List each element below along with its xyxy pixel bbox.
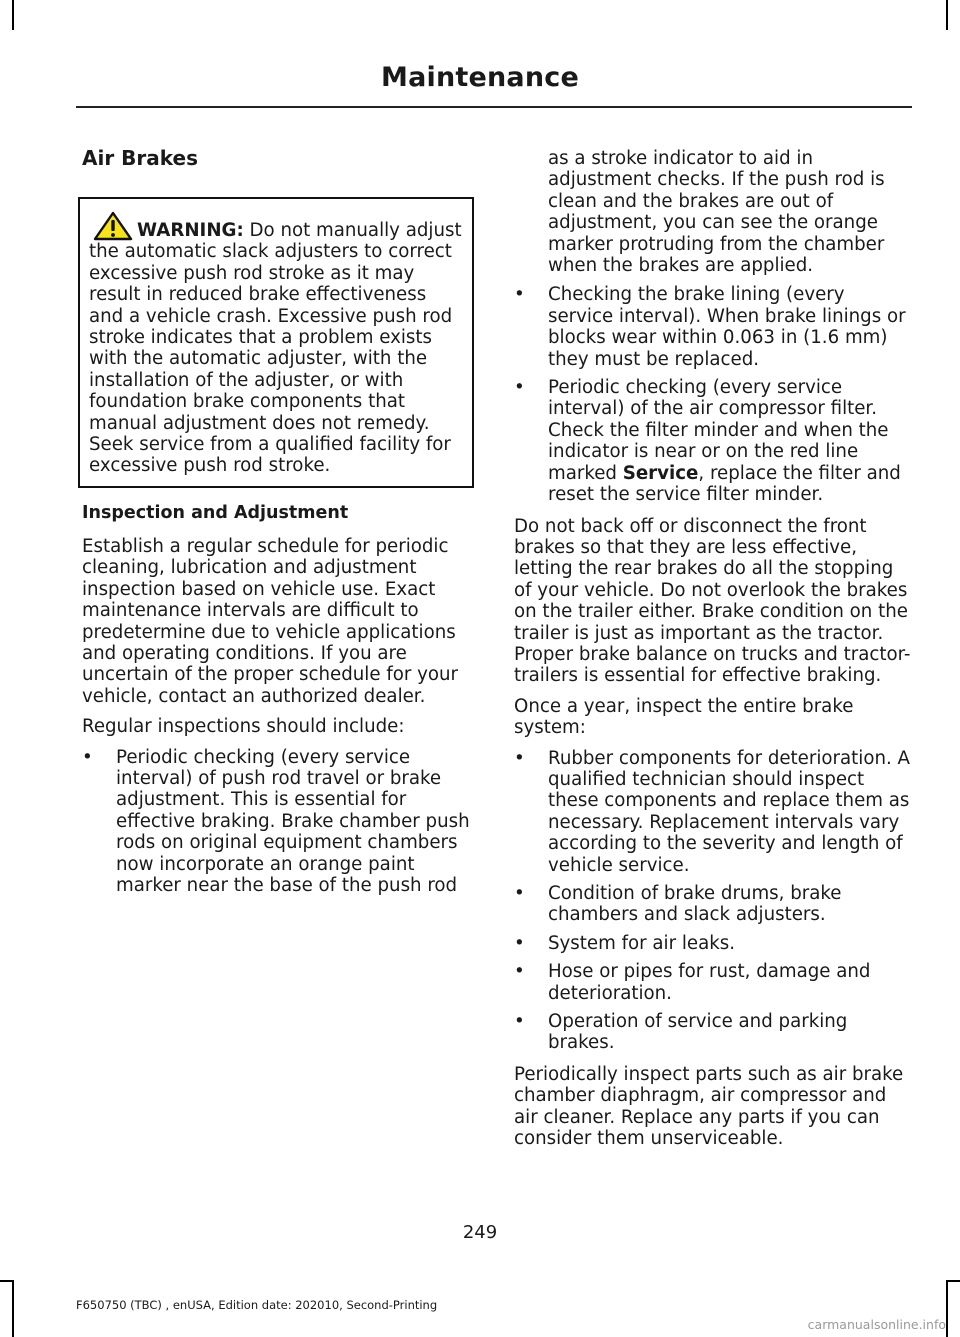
list-item <box>514 961 912 1004</box>
list-item-text: System for air leaks. <box>548 932 736 954</box>
list-item-text: Periodic checking (every service interval) of push rod travel or brake adjustment. This is essential for effective braking. Brake chamber push rods on original equipment chambers now incorporate an orange paint marker near the base of the push rod <box>116 746 470 896</box>
paragraph-yearly-inspection: Once a year, inspect the entire brake system: <box>514 695 854 739</box>
bullet-marker: • <box>514 883 525 904</box>
list-item <box>514 748 912 876</box>
list-item-text: Hose or pipes for rust, damage and deterioration. <box>548 961 871 1004</box>
list-item <box>514 933 912 954</box>
list-item-text-after: , replace the filter and reset the service filter minder. <box>548 462 901 506</box>
section-title: Air Brakes <box>82 146 198 170</box>
list-item-continuation: as a stroke indicator to aid in adjustment checks. If the push rod is clean and the brakes are out of adjustment, you can see the orange marker protruding from the chamber when the brakes are applied. <box>548 148 885 277</box>
list-item <box>514 284 912 370</box>
list-item <box>514 377 912 505</box>
watermark-text: carmanualsonline.info <box>807 1317 946 1332</box>
crop-mark-top-left-vertical <box>12 0 14 30</box>
paragraph-schedule: Establish a regular schedule for periodic cleaning, lubrication and adjustment inspection based on vehicle use. Exact maintenance intervals are difficult to predetermine due to vehicle applications and operating conditions. If you are uncertain of the proper schedule for your vehicle, contact an authorized dealer. <box>82 535 459 707</box>
edition-footer: F650750 (TBC) , enUSA, Edition date: 202010, Second-Printing <box>76 1298 438 1312</box>
crop-mark-bottom-right-vertical <box>946 1280 948 1337</box>
inspection-list <box>82 747 474 897</box>
list-item-text: Operation of service and parking brakes. <box>548 1011 848 1054</box>
header-divider <box>76 106 912 108</box>
yearly-inspection-list <box>514 748 912 1054</box>
bullet-marker: • <box>514 932 525 954</box>
list-item <box>514 883 912 926</box>
page-number: 249 <box>462 1222 498 1243</box>
crop-mark-bottom-left-horizontal <box>0 1280 14 1282</box>
paragraph-periodic-inspect: Periodically inspect parts such as air brake chamber diaphragm, air compressor and air cleaner. Replace any parts if you can consider them unserviceable. <box>514 1063 904 1150</box>
page-header-title: Maintenance <box>381 62 579 93</box>
paragraph-regular-inspections: Regular inspections should include: <box>82 716 405 738</box>
paragraph-front-brakes: Do not back off or disconnect the front brakes so that they are less effective, letting the rear brakes do all the stopping of your vehicle. Do not overlook the brakes on the trailer either. Brake condition on the trailer is just as important as the tractor. Proper brake balance on trucks and tractor-trailers is essential for effective braking. <box>514 515 911 687</box>
service-label: Service <box>622 462 699 484</box>
list-item <box>514 1011 912 1054</box>
crop-mark-top-right-vertical <box>946 0 948 30</box>
bullet-marker: • <box>82 746 93 768</box>
warning-label: WARNING: <box>137 220 244 241</box>
warning-box <box>78 197 474 488</box>
right-column <box>514 148 912 1158</box>
list-item-text: Checking the brake lining (every service interval). When brake linings or blocks wear within 0.063 in (1.6 mm) they must be replaced. <box>548 284 906 370</box>
warning-triangle-icon <box>93 211 133 241</box>
bullet-marker: • <box>514 284 525 306</box>
bullet-marker: • <box>514 747 525 769</box>
list-item <box>82 747 474 897</box>
bullet-marker: • <box>514 961 525 983</box>
warning-text: Do not manually adjust the automatic slack adjusters to correct excessive push rod stroke as it may result in reduced brake effectiveness and a vehicle crash. Excessive push rod stroke indicates that a problem exists with the automatic adjuster, with the installation of the adjuster, or with foundation brake components that manual adjustment does not remedy. Seek service from a qualified facility for excessive push rod stroke. <box>89 220 462 477</box>
subheading-inspection: Inspection and Adjustment <box>82 502 349 523</box>
bullet-marker: • <box>514 1011 525 1033</box>
list-item-text-before: Periodic checking (every service interval) of the air compressor filter. Check the filter minder and when the indicator is near or on the red line marked <box>548 377 889 484</box>
left-column <box>82 146 474 906</box>
bullet-marker: • <box>514 377 525 399</box>
list-item-text: Condition of brake drums, brake chambers and slack adjusters. <box>548 883 842 926</box>
crop-mark-bottom-right-horizontal <box>946 1280 960 1282</box>
crop-mark-bottom-left-vertical <box>12 1280 14 1337</box>
inspection-list-continued <box>514 284 912 505</box>
list-item-text: Rubber components for deterioration. A qualified technician should inspect these components and replace them as necessary. Replacement intervals vary according to the severity and length of vehicle service. <box>548 747 910 876</box>
